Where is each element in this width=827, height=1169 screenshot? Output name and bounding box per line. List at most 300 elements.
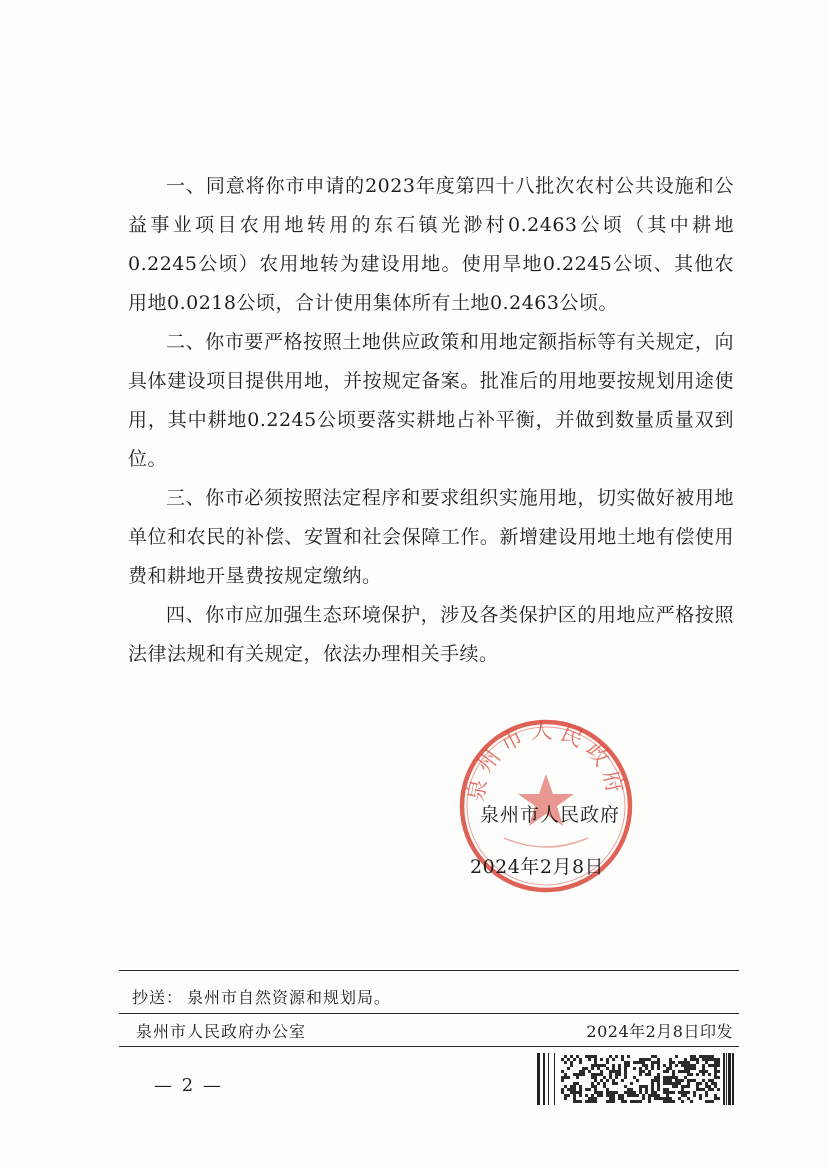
- barcode-cell: [621, 1079, 624, 1082]
- barcode-cell: [687, 1082, 690, 1085]
- barcode-cell: [600, 1073, 603, 1076]
- barcode-cell: [618, 1064, 621, 1067]
- barcode-cell: [639, 1091, 642, 1094]
- barcode-cell: [708, 1073, 711, 1076]
- barcode-cell: [609, 1070, 612, 1073]
- barcode-cell: [657, 1085, 660, 1088]
- barcode-cell: [609, 1073, 612, 1076]
- barcode-cell: [567, 1088, 570, 1091]
- barcode-cell: [588, 1070, 591, 1073]
- barcode-cell: [681, 1079, 684, 1082]
- barcode-cell: [669, 1079, 672, 1082]
- barcode-cell: [564, 1061, 567, 1064]
- barcode-cell: [666, 1067, 669, 1070]
- barcode-cell: [639, 1100, 642, 1103]
- barcode-cell: [639, 1070, 642, 1073]
- barcode-cell: [594, 1088, 597, 1091]
- barcode-cell: [681, 1100, 684, 1103]
- barcode-cell: [708, 1088, 711, 1091]
- barcode-cell: [672, 1070, 675, 1073]
- barcode-cell: [594, 1064, 597, 1067]
- barcode-cell: [714, 1082, 717, 1085]
- barcode-cell: [681, 1070, 684, 1073]
- barcode-cell: [591, 1082, 594, 1085]
- barcode-cell: [630, 1088, 633, 1091]
- barcode-cell: [702, 1079, 705, 1082]
- barcode-cell: [669, 1064, 672, 1067]
- barcode-cell: [645, 1058, 648, 1061]
- barcode-cell: [627, 1091, 630, 1094]
- barcode-cell: [612, 1094, 615, 1097]
- barcode-cell: [579, 1073, 582, 1076]
- barcode-cell: [669, 1061, 672, 1064]
- barcode-cell: [567, 1058, 570, 1061]
- barcode-cell: [561, 1076, 564, 1079]
- barcode-cell: [666, 1088, 669, 1091]
- barcode-cell: [708, 1055, 711, 1058]
- barcode-cell: [639, 1085, 642, 1088]
- barcode-cell: [651, 1082, 654, 1085]
- barcode-cell: [576, 1073, 579, 1076]
- barcode-cell: [708, 1064, 711, 1067]
- footer-rule-bottom: [119, 1046, 739, 1047]
- barcode-cell: [684, 1058, 687, 1061]
- barcode-cell: [636, 1094, 639, 1097]
- barcode-cell: [714, 1076, 717, 1079]
- seal-text: 泉州市人民政府: [463, 719, 629, 804]
- barcode-cell: [606, 1079, 609, 1082]
- barcode-cell: [648, 1100, 651, 1103]
- barcode-cell: [618, 1094, 621, 1097]
- barcode-cell: [654, 1091, 657, 1094]
- barcode-cell: [687, 1061, 690, 1064]
- barcode-cell: [711, 1055, 714, 1058]
- barcode-cell: [684, 1076, 687, 1079]
- barcode-cell: [690, 1073, 693, 1076]
- barcode-cell: [666, 1082, 669, 1085]
- barcode-cell: [588, 1088, 591, 1091]
- barcode-cell: [657, 1097, 660, 1100]
- barcode-cell: [564, 1094, 567, 1097]
- barcode-cell: [699, 1055, 702, 1058]
- barcode-cell: [618, 1067, 621, 1070]
- barcode-cell: [633, 1091, 636, 1094]
- barcode-cell: [609, 1100, 612, 1103]
- barcode-cell: [696, 1088, 699, 1091]
- barcode-cell: [690, 1055, 693, 1058]
- barcode-cell: [648, 1097, 651, 1100]
- barcode-cell: [639, 1061, 642, 1064]
- barcode-cell: [699, 1097, 702, 1100]
- barcode-cell: [645, 1088, 648, 1091]
- barcode-cell: [582, 1070, 585, 1073]
- barcode-icon: [537, 1053, 737, 1105]
- barcode-cell: [606, 1088, 609, 1091]
- barcode-cell: [687, 1073, 690, 1076]
- barcode-cell: [567, 1067, 570, 1070]
- barcode-cell: [579, 1100, 582, 1103]
- barcode-bar: [543, 1053, 545, 1105]
- barcode-cell: [669, 1097, 672, 1100]
- barcode-bar: [732, 1053, 734, 1105]
- barcode-cell: [642, 1070, 645, 1073]
- barcode-cell: [612, 1070, 615, 1073]
- barcode-cell: [606, 1091, 609, 1094]
- barcode-cell: [711, 1082, 714, 1085]
- barcode-cell: [627, 1064, 630, 1067]
- barcode-cell: [654, 1055, 657, 1058]
- barcode-cell: [597, 1064, 600, 1067]
- barcode-cell: [678, 1061, 681, 1064]
- barcode-cell: [615, 1070, 618, 1073]
- barcode-cell: [666, 1091, 669, 1094]
- barcode-cell: [651, 1088, 654, 1091]
- barcode-cell: [684, 1094, 687, 1097]
- barcode-cell: [642, 1094, 645, 1097]
- barcode-cell: [600, 1079, 603, 1082]
- barcode-cell: [672, 1076, 675, 1079]
- barcode-cell: [564, 1085, 567, 1088]
- barcode-cell: [651, 1055, 654, 1058]
- barcode-cell: [675, 1055, 678, 1058]
- barcode-cell: [681, 1091, 684, 1094]
- barcode-cell: [639, 1067, 642, 1070]
- barcode-cell: [669, 1076, 672, 1079]
- barcode-cell: [708, 1079, 711, 1082]
- barcode-cell: [687, 1064, 690, 1067]
- barcode-cell: [645, 1073, 648, 1076]
- barcode-cell: [663, 1070, 666, 1073]
- barcode-cell: [615, 1055, 618, 1058]
- barcode-bar: [726, 1053, 727, 1105]
- barcode-cell: [675, 1076, 678, 1079]
- barcode-cell: [648, 1058, 651, 1061]
- footer-rule-top: [119, 970, 739, 971]
- barcode-cell: [681, 1064, 684, 1067]
- barcode-cell: [699, 1094, 702, 1097]
- barcode-cell: [684, 1070, 687, 1073]
- barcode-bar: [548, 1053, 549, 1105]
- barcode-cell: [669, 1058, 672, 1061]
- barcode-cell: [702, 1070, 705, 1073]
- barcode-cell: [675, 1064, 678, 1067]
- barcode-cell: [636, 1079, 639, 1082]
- barcode-cell: [594, 1079, 597, 1082]
- page-number: — 2 —: [154, 1075, 223, 1096]
- barcode-cell: [702, 1073, 705, 1076]
- barcode-cell: [657, 1058, 660, 1061]
- barcode-cell: [624, 1061, 627, 1064]
- barcode-cell: [627, 1088, 630, 1091]
- barcode-cell: [588, 1100, 591, 1103]
- barcode-cell: [717, 1097, 720, 1100]
- barcode-cell: [576, 1082, 579, 1085]
- barcode-cell: [690, 1067, 693, 1070]
- barcode-cell: [711, 1058, 714, 1061]
- barcode-cell: [600, 1091, 603, 1094]
- barcode-cell: [588, 1055, 591, 1058]
- barcode-cell: [567, 1094, 570, 1097]
- barcode-cell: [684, 1064, 687, 1067]
- barcode-cell: [579, 1094, 582, 1097]
- barcode-cell: [708, 1058, 711, 1061]
- cc-label: 抄送：: [132, 988, 184, 1007]
- barcode-cell: [633, 1094, 636, 1097]
- barcode-cell: [657, 1094, 660, 1097]
- barcode-cell: [693, 1055, 696, 1058]
- barcode-cell: [624, 1073, 627, 1076]
- barcode-cell: [630, 1082, 633, 1085]
- barcode-cell: [663, 1088, 666, 1091]
- issue-date: 2024年2月8日印发: [586, 1022, 733, 1041]
- barcode-cell: [579, 1058, 582, 1061]
- barcode-cell: [597, 1073, 600, 1076]
- barcode-cell: [567, 1076, 570, 1079]
- barcode-cell: [615, 1073, 618, 1076]
- barcode-cell: [573, 1082, 576, 1085]
- barcode-cell: [561, 1070, 564, 1073]
- barcode-cell: [579, 1061, 582, 1064]
- barcode-cell: [603, 1082, 606, 1085]
- barcode-cell: [651, 1085, 654, 1088]
- barcode-cell: [672, 1085, 675, 1088]
- barcode-cell: [657, 1088, 660, 1091]
- barcode-cell: [711, 1100, 714, 1103]
- barcode-cell: [702, 1058, 705, 1061]
- barcode-cell: [645, 1091, 648, 1094]
- barcode-cell: [642, 1058, 645, 1061]
- barcode-cell: [693, 1058, 696, 1061]
- barcode-cell: [654, 1061, 657, 1064]
- barcode-cell: [585, 1055, 588, 1058]
- barcode-cell: [702, 1067, 705, 1070]
- barcode-cell: [579, 1088, 582, 1091]
- barcode-cell: [624, 1064, 627, 1067]
- barcode-cell: [714, 1061, 717, 1064]
- barcode-cell: [654, 1097, 657, 1100]
- barcode-cell: [591, 1094, 594, 1097]
- barcode-cell: [621, 1055, 624, 1058]
- barcode-cell: [594, 1085, 597, 1088]
- barcode-cell: [636, 1061, 639, 1064]
- barcode-cell: [714, 1067, 717, 1070]
- barcode-cell: [666, 1097, 669, 1100]
- barcode-cell: [714, 1085, 717, 1088]
- barcode-cell: [705, 1094, 708, 1097]
- barcode-cell: [687, 1085, 690, 1088]
- barcode-cell: [591, 1085, 594, 1088]
- barcode-cell: [711, 1088, 714, 1091]
- paragraph-3: 三、你市必须按照法定程序和要求组织实施用地，切实做好被用地单位和农民的补偿、安置和社会保障工作。新增建设用地土地有偿使用费和耕地开垦费按规定缴纳。: [128, 487, 734, 587]
- barcode-cell: [630, 1091, 633, 1094]
- barcode-cell: [612, 1064, 615, 1067]
- barcode-cell: [717, 1058, 720, 1061]
- barcode-cell: [570, 1055, 573, 1058]
- barcode-cell: [591, 1076, 594, 1079]
- barcode-cell: [573, 1058, 576, 1061]
- barcode-cell: [588, 1097, 591, 1100]
- barcode-cell: [600, 1058, 603, 1061]
- barcode-cell: [612, 1091, 615, 1094]
- barcode-cell: [702, 1055, 705, 1058]
- barcode-cell: [687, 1067, 690, 1070]
- barcode-bar: [728, 1053, 731, 1105]
- barcode-cell: [594, 1076, 597, 1079]
- barcode-cell: [591, 1064, 594, 1067]
- barcode-cell: [708, 1085, 711, 1088]
- barcode-cell: [633, 1076, 636, 1079]
- barcode-cell: [600, 1094, 603, 1097]
- barcode-cell: [627, 1055, 630, 1058]
- barcode-cell: [657, 1082, 660, 1085]
- barcode-cell: [666, 1076, 669, 1079]
- barcode-cell: [675, 1085, 678, 1088]
- barcode-cell: [570, 1085, 573, 1088]
- barcode-cell: [639, 1088, 642, 1091]
- barcode-cell: [579, 1091, 582, 1094]
- barcode-cell: [570, 1088, 573, 1091]
- issuer: 泉州市人民政府办公室: [136, 1022, 307, 1041]
- barcode-cell: [633, 1061, 636, 1064]
- barcode-cell: [633, 1100, 636, 1103]
- barcode-cell: [573, 1094, 576, 1097]
- barcode-cell: [594, 1055, 597, 1058]
- barcode-cell: [666, 1070, 669, 1073]
- barcode-cell: [693, 1079, 696, 1082]
- barcode-cell: [702, 1088, 705, 1091]
- barcode-cell: [651, 1061, 654, 1064]
- barcode-cell: [606, 1094, 609, 1097]
- barcode-cell: [594, 1073, 597, 1076]
- barcode-cell: [642, 1064, 645, 1067]
- barcode-cell: [561, 1088, 564, 1091]
- barcode-cell: [582, 1067, 585, 1070]
- barcode-cell: [687, 1079, 690, 1082]
- barcode-cell: [615, 1082, 618, 1085]
- barcode-cell: [705, 1070, 708, 1073]
- barcode-cell: [615, 1091, 618, 1094]
- barcode-cell: [669, 1100, 672, 1103]
- barcode-cell: [678, 1091, 681, 1094]
- barcode-cell: [579, 1085, 582, 1088]
- barcode-cell: [612, 1100, 615, 1103]
- barcode-cell: [600, 1070, 603, 1073]
- signer: 泉州市人民政府: [480, 804, 621, 826]
- barcode-cell: [564, 1076, 567, 1079]
- barcode-cell: [645, 1085, 648, 1088]
- barcode-cell: [663, 1076, 666, 1079]
- barcode-cell: [684, 1061, 687, 1064]
- barcode-cell: [609, 1055, 612, 1058]
- barcode-cell: [672, 1073, 675, 1076]
- barcode-cell: [606, 1061, 609, 1064]
- barcode-cell: [609, 1076, 612, 1079]
- barcode-cell: [594, 1061, 597, 1064]
- barcode-cell: [639, 1058, 642, 1061]
- barcode-cell: [591, 1100, 594, 1103]
- barcode-cell: [573, 1100, 576, 1103]
- barcode-cell: [648, 1073, 651, 1076]
- barcode-cell: [678, 1079, 681, 1082]
- barcode-cell: [675, 1082, 678, 1085]
- barcode-cell: [561, 1058, 564, 1061]
- barcode-cell: [624, 1070, 627, 1073]
- barcode-cell: [561, 1091, 564, 1094]
- barcode-cell: [669, 1091, 672, 1094]
- barcode-cell: [621, 1097, 624, 1100]
- barcode-cell: [654, 1076, 657, 1079]
- barcode-cell: [633, 1067, 636, 1070]
- barcode-cell: [699, 1082, 702, 1085]
- barcode-cell: [585, 1088, 588, 1091]
- barcode-cell: [597, 1082, 600, 1085]
- barcode-cell: [585, 1100, 588, 1103]
- barcode-cell: [660, 1097, 663, 1100]
- barcode-bar: [723, 1053, 725, 1105]
- barcode-cell: [609, 1097, 612, 1100]
- barcode-cell: [666, 1094, 669, 1097]
- barcode-cell: [570, 1091, 573, 1094]
- barcode-cell: [672, 1061, 675, 1064]
- barcode-cell: [573, 1088, 576, 1091]
- barcode-cell: [681, 1061, 684, 1064]
- barcode-cell: [696, 1058, 699, 1061]
- barcode-cell: [696, 1061, 699, 1064]
- paragraph-1: 一、同意将你市申请的2023年度第四十八批次农村公共设施和公益事业项目农用地转用的东石镇光渺村0.2463公顷（其中耕地0.2245公顷）农用地转为建设用地。使用旱地0.2245公顷、其他农用地0.0218公顷，合计使用集体所有土地0.2463公顷。: [128, 175, 734, 314]
- barcode-cell: [597, 1091, 600, 1094]
- barcode-cell: [612, 1082, 615, 1085]
- barcode-cell: [561, 1079, 564, 1082]
- barcode-cell: [651, 1094, 654, 1097]
- barcode-cell: [576, 1076, 579, 1079]
- paragraph-4: 四、你市应加强生态环境保护，涉及各类保护区的用地应严格按照法律法规和有关规定，依法办理相关手续。: [128, 604, 734, 665]
- sign-date: 2024年2月8日: [470, 856, 605, 878]
- barcode-cell: [591, 1073, 594, 1076]
- barcode-cell: [585, 1094, 588, 1097]
- barcode-cell: [672, 1082, 675, 1085]
- barcode-cell: [621, 1058, 624, 1061]
- barcode-cell: [717, 1088, 720, 1091]
- barcode-cell: [606, 1100, 609, 1103]
- barcode-cell: [696, 1082, 699, 1085]
- barcode-cell: [612, 1097, 615, 1100]
- barcode-cell: [597, 1067, 600, 1070]
- barcode-cell: [705, 1055, 708, 1058]
- barcode-cell: [669, 1067, 672, 1070]
- barcode-cell: [576, 1100, 579, 1103]
- barcode-cell: [570, 1064, 573, 1067]
- barcode-cell: [609, 1091, 612, 1094]
- barcode-cell: [657, 1064, 660, 1067]
- barcode-cell: [714, 1070, 717, 1073]
- barcode-cell: [657, 1076, 660, 1079]
- barcode-cell: [687, 1097, 690, 1100]
- barcode-cell: [591, 1067, 594, 1070]
- barcode-cell: [576, 1055, 579, 1058]
- barcode-cell: [681, 1094, 684, 1097]
- barcode-cell: [714, 1097, 717, 1100]
- barcode-cell: [672, 1091, 675, 1094]
- barcode-cell: [693, 1094, 696, 1097]
- barcode-cell: [591, 1055, 594, 1058]
- barcode-cell: [651, 1064, 654, 1067]
- barcode-cell: [690, 1079, 693, 1082]
- barcode-cell: [681, 1085, 684, 1088]
- barcode-cell: [594, 1058, 597, 1061]
- barcode-cell: [624, 1076, 627, 1079]
- barcode-cell: [717, 1070, 720, 1073]
- barcode-cell: [612, 1067, 615, 1070]
